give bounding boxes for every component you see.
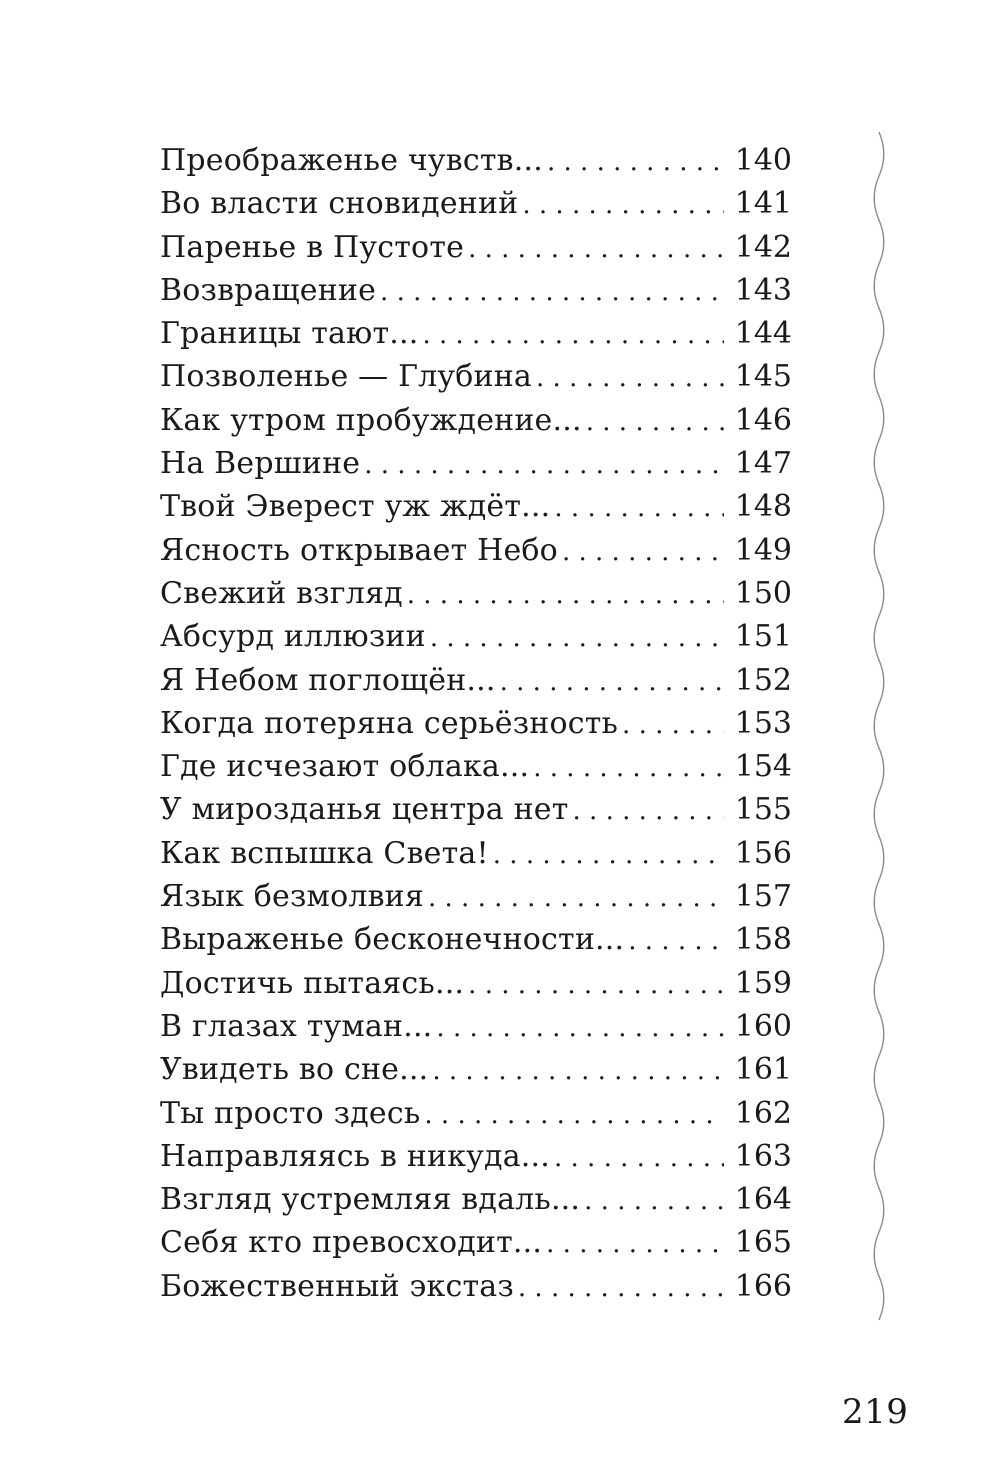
toc-dot-leader — [428, 877, 724, 920]
toc-entry — [160, 355, 792, 398]
toc-entry — [160, 399, 792, 442]
toc-entry — [160, 1221, 792, 1264]
toc-entry — [160, 1265, 792, 1308]
toc-entry-page: 164 — [734, 1182, 792, 1218]
toc-entry-page: 162 — [734, 1095, 792, 1131]
toc-entry — [160, 312, 792, 355]
toc-dot-leader — [422, 314, 724, 357]
toc-dot-leader — [522, 184, 724, 227]
toc-entry-page: 166 — [734, 1268, 792, 1304]
toc-entry-title: Направляясь в никуда... — [160, 1138, 550, 1174]
toc-entry-title: Возвращение — [160, 272, 377, 308]
toc-entry — [160, 226, 792, 269]
toc-dot-leader — [546, 1223, 724, 1266]
toc-entry-title: Свежий взгляд — [160, 575, 403, 611]
toc-entry-page: 151 — [734, 619, 792, 655]
toc-entry-page: 153 — [734, 705, 792, 741]
toc-entry — [160, 1092, 792, 1135]
toc-entry-title: Паренье в Пустоте — [160, 229, 465, 265]
toc-dot-leader — [536, 357, 724, 400]
page-number: 219 — [842, 1392, 909, 1432]
toc-entry-title: На Вершине — [160, 446, 361, 482]
toc-entry-page: 152 — [734, 662, 792, 698]
toc-entry-page: 146 — [734, 402, 792, 438]
toc-entry — [160, 139, 792, 182]
toc-dot-leader — [432, 1050, 724, 1093]
toc-entry-title: В глазах туман... — [160, 1008, 433, 1044]
toc-dot-leader — [493, 834, 724, 877]
toc-entry-title: Достичь пытаясь... — [160, 965, 465, 1001]
toc-entry — [160, 1048, 792, 1091]
toc-dot-leader — [573, 790, 724, 833]
toc-dot-leader — [436, 1007, 724, 1050]
toc-entry-title: Язык безмолвия — [160, 879, 424, 915]
toc-entry-page: 157 — [734, 879, 792, 915]
toc-dot-leader — [628, 920, 724, 963]
toc-dot-leader — [430, 617, 724, 660]
toc-entry-title: Выраженье бесконечности... — [160, 922, 625, 958]
toc-entry-page: 163 — [734, 1138, 792, 1174]
toc-entry-page: 148 — [734, 489, 792, 525]
toc-entry-page: 161 — [734, 1052, 792, 1088]
toc-entry-title: Позволенье — Глубина — [160, 359, 533, 395]
toc-entry — [160, 962, 792, 1005]
toc-entry — [160, 788, 792, 831]
toc-entry — [160, 745, 792, 788]
toc-dot-leader — [547, 141, 724, 184]
toc-entry — [160, 702, 792, 745]
toc-entry-title: Ясность открывает Небо — [160, 532, 558, 568]
toc-dot-leader — [622, 704, 724, 747]
toc-dot-leader — [554, 487, 724, 530]
wavy-line-border-icon — [862, 128, 896, 1340]
toc-entry-page: 147 — [734, 446, 792, 482]
toc-entry-page: 143 — [734, 272, 792, 308]
toc-entry — [160, 659, 792, 702]
toc-entry-title: У мирозданья центра нет — [160, 792, 569, 828]
toc-entry-page: 165 — [734, 1225, 792, 1261]
toc-entry-title: Абсурд иллюзии — [160, 619, 426, 655]
toc-entry-title: Я Небом поглощён... — [160, 662, 496, 698]
toc-entry-page: 149 — [734, 532, 792, 568]
toc-dot-leader — [380, 271, 724, 314]
toc-entry-title: Божественный экстаз — [160, 1268, 514, 1304]
toc-entry — [160, 269, 792, 312]
toc-entry-page: 141 — [734, 186, 792, 222]
toc-entry-title: Границы тают... — [160, 316, 419, 352]
toc-dot-leader — [364, 444, 724, 487]
toc-entry — [160, 1005, 792, 1048]
toc-dot-leader — [533, 747, 724, 790]
toc-entry-page: 140 — [734, 143, 792, 178]
toc-dot-leader — [554, 1137, 724, 1180]
toc-entry-page: 159 — [734, 965, 792, 1001]
toc-entry-title: Где исчезают облака... — [160, 749, 530, 785]
toc-entry-title: Во власти сновидений — [160, 186, 519, 222]
toc-dot-leader — [407, 574, 724, 617]
toc-entry-page: 156 — [734, 835, 792, 871]
toc-dot-leader — [562, 531, 724, 574]
toc-entry — [160, 875, 792, 918]
toc-entry — [160, 1178, 792, 1221]
toc-entry-page: 145 — [734, 359, 792, 395]
toc-entry-page: 160 — [734, 1008, 792, 1044]
toc-dot-leader — [584, 1180, 724, 1223]
toc-dot-leader — [518, 1267, 724, 1310]
toc-entry-title: Взгляд устремляя вдаль... — [160, 1182, 581, 1218]
table-of-contents — [160, 139, 792, 1308]
toc-entry-page: 155 — [734, 792, 792, 828]
toc-entry-page: 144 — [734, 316, 792, 352]
toc-entry — [160, 529, 792, 572]
toc-entry-page: 142 — [734, 229, 792, 265]
toc-entry — [160, 442, 792, 485]
toc-entry-title: Ты просто здесь — [160, 1095, 421, 1131]
toc-entry-title: Увидеть во сне... — [160, 1052, 429, 1088]
toc-entry-title: Когда потеряна серьёзность — [160, 705, 619, 741]
toc-entry — [160, 182, 792, 225]
toc-entry-title: Как утром пробуждение... — [160, 402, 582, 438]
toc-entry-title: Преображенье чувств... — [160, 143, 543, 178]
toc-entry — [160, 485, 792, 528]
toc-entry — [160, 918, 792, 961]
toc-entry-page: 158 — [734, 922, 792, 958]
toc-dot-leader — [586, 401, 724, 444]
toc-entry-title: Себя кто превосходит... — [160, 1225, 543, 1261]
toc-dot-leader — [424, 1094, 724, 1137]
toc-entry — [160, 1135, 792, 1178]
toc-entry-page: 154 — [734, 749, 792, 785]
toc-entry — [160, 832, 792, 875]
toc-dot-leader — [468, 228, 724, 271]
toc-entry — [160, 572, 792, 615]
toc-entry-title: Твой Эверест уж ждёт... — [160, 489, 551, 525]
toc-dot-leader — [468, 964, 724, 1007]
toc-entry — [160, 615, 792, 658]
toc-entry-title: Как вспышка Света! — [160, 835, 489, 871]
toc-entry-page: 150 — [734, 575, 792, 611]
toc-dot-leader — [500, 661, 724, 704]
